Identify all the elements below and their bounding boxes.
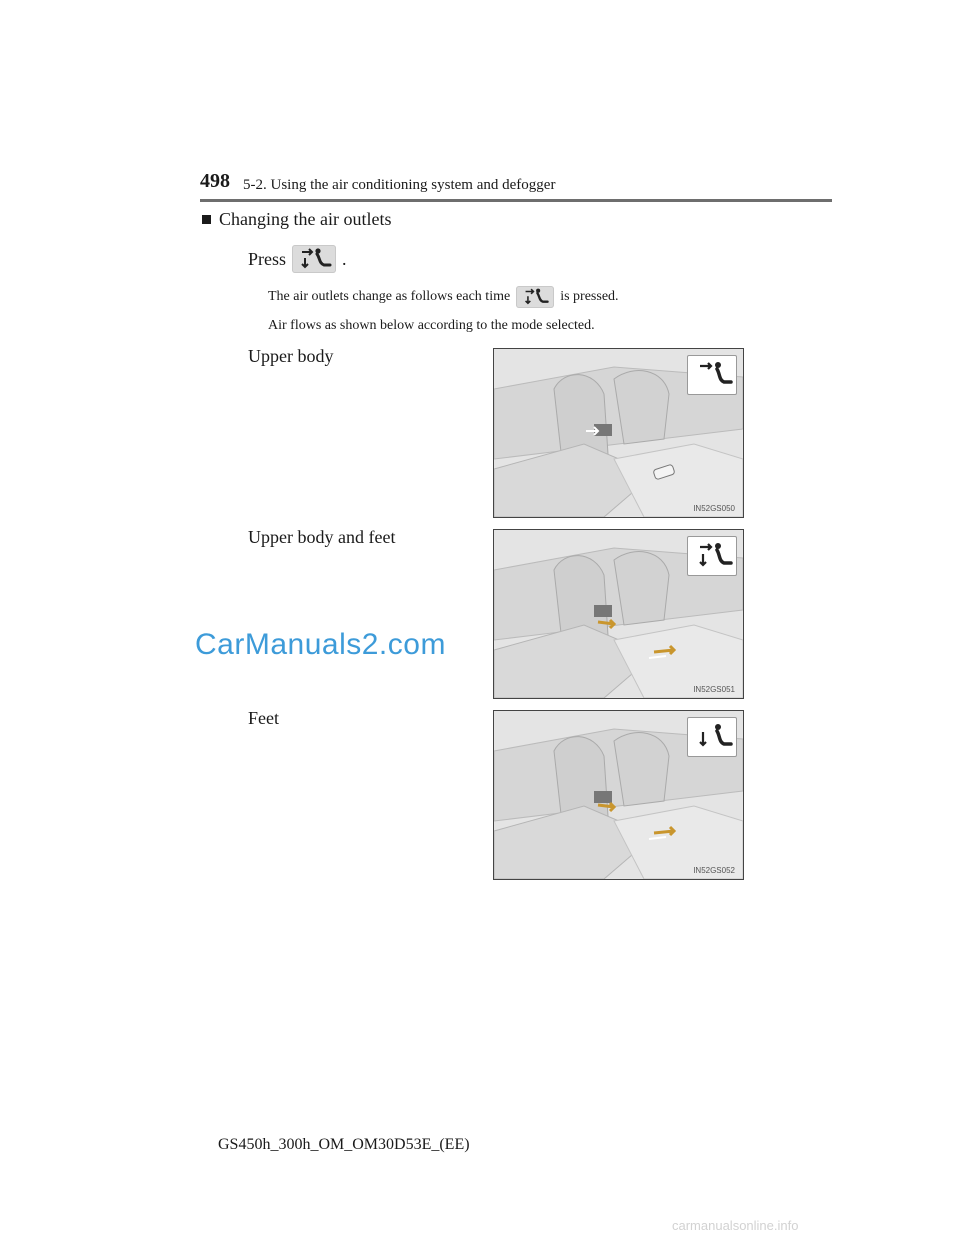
watermark-carmanuals2: CarManuals2.com (195, 628, 446, 661)
feet-airflow-icon (687, 717, 737, 757)
subsection-heading (202, 209, 391, 230)
upper-body-airflow-icon (687, 355, 737, 395)
figure-code: IN52GS052 (693, 866, 735, 875)
document-footer: GS450h_300h_OM_OM30D53E_(EE) (218, 1136, 470, 1153)
figure-upper-body-feet (493, 529, 744, 699)
note-suffix: is pressed. (560, 289, 619, 304)
air-outlet-mode-button-icon (292, 245, 336, 273)
press-suffix: . (342, 248, 347, 269)
upper-body-feet-airflow-icon (687, 536, 737, 576)
mode-label-upper-body: Upper body (248, 346, 334, 366)
note-airflow: Air flows as shown below according to the mode selected. (268, 318, 595, 333)
figure-code: IN52GS050 (693, 504, 735, 513)
press-instruction (248, 245, 347, 273)
note-prefix: The air outlets change as follows each time (268, 289, 511, 304)
press-text: Press (248, 248, 287, 269)
square-bullet-icon (202, 215, 211, 224)
site-watermark: carmanualsonline.info (672, 1218, 799, 1233)
page-number: 498 (200, 170, 230, 192)
figure-code: IN52GS051 (693, 685, 735, 694)
figure-feet (493, 710, 744, 880)
header-rule (200, 199, 832, 202)
mode-label-feet: Feet (248, 708, 279, 728)
section-title: 5-2. Using the air conditioning system and defogger (243, 177, 556, 193)
figure-upper-body (493, 348, 744, 518)
air-outlet-mode-button-icon-small (516, 286, 554, 308)
note-mode-change (268, 286, 619, 308)
heading-text: Changing the air outlets (219, 209, 392, 229)
mode-label-upper-body-feet: Upper body and feet (248, 527, 396, 547)
